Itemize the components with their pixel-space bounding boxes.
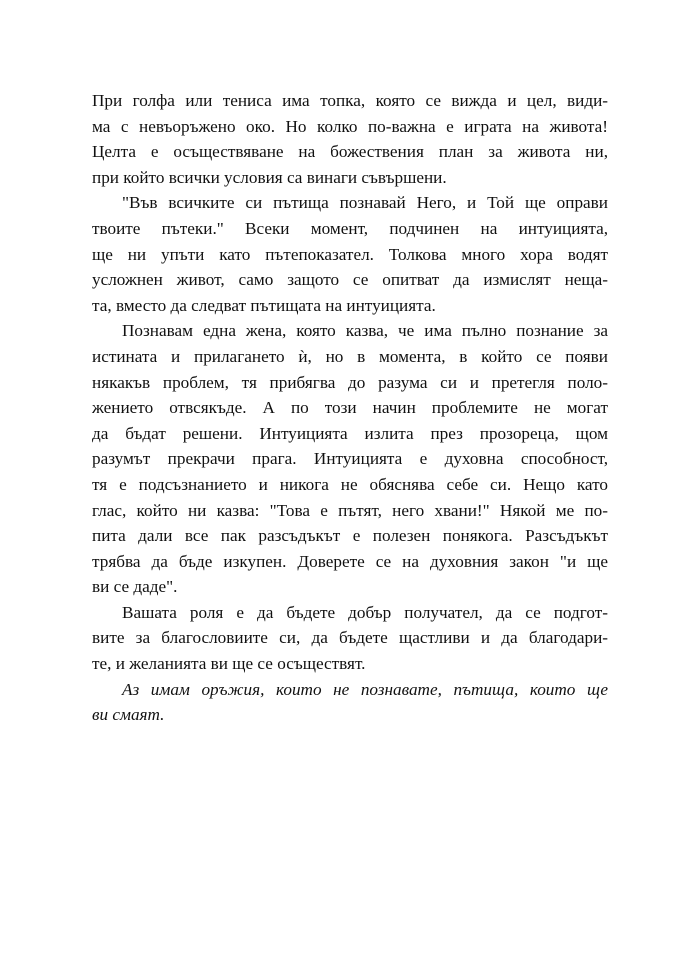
text-line: някакъв проблем, тя прибягва до разума си и претегля поло- [92,372,608,392]
text-line: ма с невъоръжено око. Но колко по-важна е играта на живота! [92,116,608,136]
text-line: Вашата роля е да бъдете добър получател, да се подгот- [122,602,608,622]
text-line: истината и прилагането ѝ, но в момента, в който се появи [92,346,608,366]
text-line: трябва да бъде изкупен. Доверете се на духовния закон "и ще [92,551,608,571]
text-line: ви се даде". [92,577,178,597]
paragraph-intuition-woman [92,318,608,600]
text-line: Целта е осъществяване на божествения план за живота ни, [92,142,608,162]
text-line: глас, който ни казва: "Това е пътят, него хвани!" Някой ме по- [92,500,608,520]
text-line: те, и желанията ви ще се осъществят. [92,654,366,674]
text-line: твоите пътеки." Всеки момент, подчинен на интуицията, [92,218,608,238]
paragraph-receiver [92,600,608,677]
text-line: "Във всичките си пътища познавай Него, и Той ще оправи [122,193,608,213]
text-line: при който всички условия са винаги съвършени. [92,167,447,187]
text-line: та, вместо да следват пътищата на интуицията. [92,295,436,315]
text-line: усложнен живот, само защото се опитват да измислят неща- [92,270,608,290]
text-line: ще ни упъти като пътепоказател. Толкова много хора водят [92,244,608,264]
text-line: разумът прекрачи прага. Интуицията е духовна способност, [92,449,608,469]
text-line: Аз имам оръжия, които не познавате, пътища, които ще [122,679,608,699]
text-line: да бъдат решени. Интуицията излита през прозореца, щом [92,423,608,443]
paragraph-golf-tennis [92,88,608,190]
text-line: ви смаят. [92,705,165,725]
document-page [92,88,608,728]
text-line: вите за благословиите си, да бъдете щастливи и да благодари- [92,628,608,648]
text-line: пита дали все пак разсъдъкът е полезен понякога. Разсъдъкът [92,526,608,546]
text-line: При голфа или тениса има топка, която се вижда и цел, види- [92,91,608,110]
text-line: тя е подсъзнанието и никога не обяснява себе си. Нещо като [92,474,608,494]
text-line: жението отвсякъде. А по този начин проблемите не могат [92,398,608,418]
paragraph-quote-paths [92,190,608,318]
text-line: Познавам една жена, която казва, че има пълно познание за [122,321,608,341]
paragraph-weapons-quote [92,677,608,728]
